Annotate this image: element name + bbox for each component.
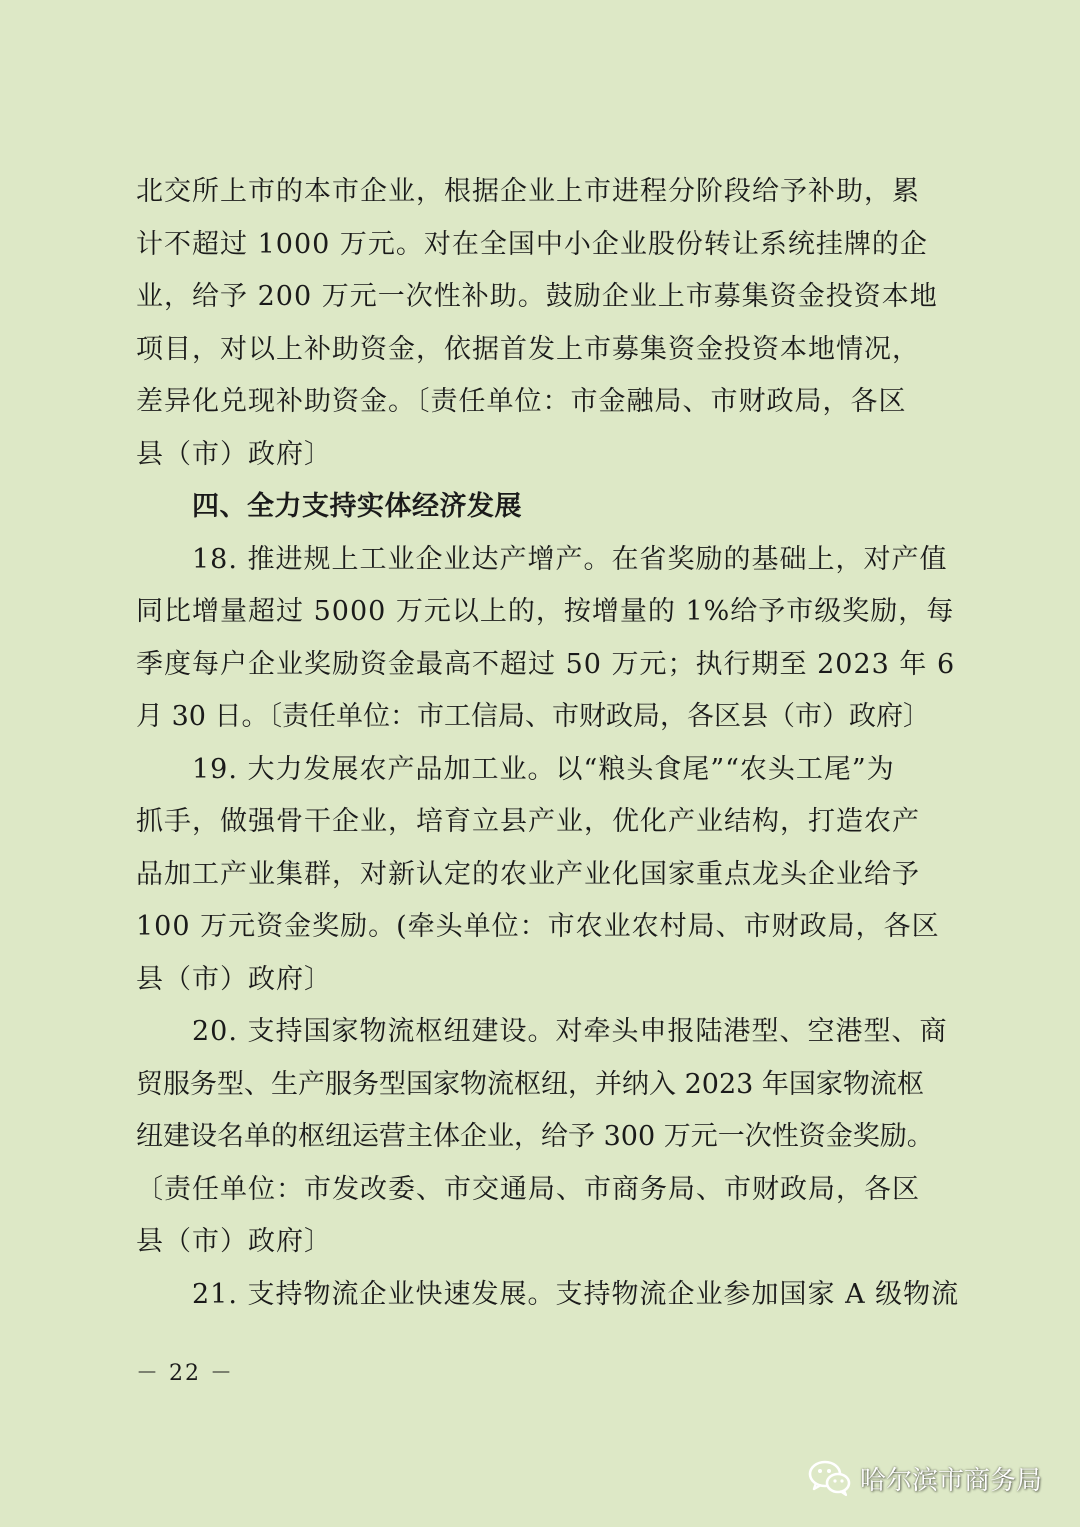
text-line: 20. 支持国家物流枢纽建设。对牵头申报陆港型、空港型、商 xyxy=(192,1016,948,1047)
text-line: 季度每户企业奖励资金最高不超过 50 万元；执行期至 2023 年 6 xyxy=(136,648,956,680)
text-line: 品加工产业集群，对新认定的农业产业化国家重点龙头企业给予 xyxy=(136,858,920,890)
text-line: 100 万元资金奖励。(牵头单位：市农业农村局、市财政局，各区 xyxy=(136,911,940,942)
watermark-text: 哈尔滨市商务局 xyxy=(860,1465,1043,1496)
text-line: 18. 推进规上工业企业达产增产。在省奖励的基础上，对产值 xyxy=(192,543,948,575)
text-line: 贸服务型、生产服务型国家物流枢纽，并纳入 2023 年国家物流枢 xyxy=(136,1068,924,1100)
text-line: 〔责任单位：市发改委、市交通局、市商务局、市财政局，各区 xyxy=(136,1173,920,1205)
text-line: 计不超过 1000 万元。对在全国中小企业股份转让系统挂牌的企 xyxy=(136,228,928,260)
text-line: 抓手，做强骨干企业，培育立县产业，优化产业结构，打造农产 xyxy=(136,806,920,837)
watermark xyxy=(808,1454,1042,1502)
section-heading: 四、全力支持实体经济发展 xyxy=(192,491,522,522)
page-number: － 22 － xyxy=(136,1361,234,1386)
text-line: 县（市）政府〕 xyxy=(136,963,332,995)
text-line: 项目，对以上补助资金，依据首发上市募集资金投资本地情况， xyxy=(136,333,920,365)
wechat-icon xyxy=(808,1458,852,1498)
text-line: 纽建设名单的枢纽运营主体企业，给予 300 万元一次性资金奖励。 xyxy=(136,1121,934,1152)
text-line: 同比增量超过 5000 万元以上的，按增量的 1%给予市级奖励，每 xyxy=(136,596,955,627)
text-line: 21. 支持物流企业快速发展。支持物流企业参加国家 A 级物流 xyxy=(192,1278,960,1310)
text-line: 业，给予 200 万元一次性补助。鼓励企业上市募集资金投资本地 xyxy=(136,281,938,312)
text-line: 县（市）政府〕 xyxy=(136,1226,332,1257)
text-line: 北交所上市的本市企业，根据企业上市进程分阶段给予补助，累 xyxy=(136,176,920,207)
text-line: 月 30 日。〔责任单位：市工信局、市财政局，各区县（市）政府〕 xyxy=(136,701,931,732)
text-line: 县（市）政府〕 xyxy=(136,438,332,470)
text-line: 差异化兑现补助资金。〔责任单位：市金融局、市财政局，各区 xyxy=(136,386,907,417)
text-line: 19. 大力发展农产品加工业。以“粮头食尾”“农头工尾”为 xyxy=(192,753,895,785)
